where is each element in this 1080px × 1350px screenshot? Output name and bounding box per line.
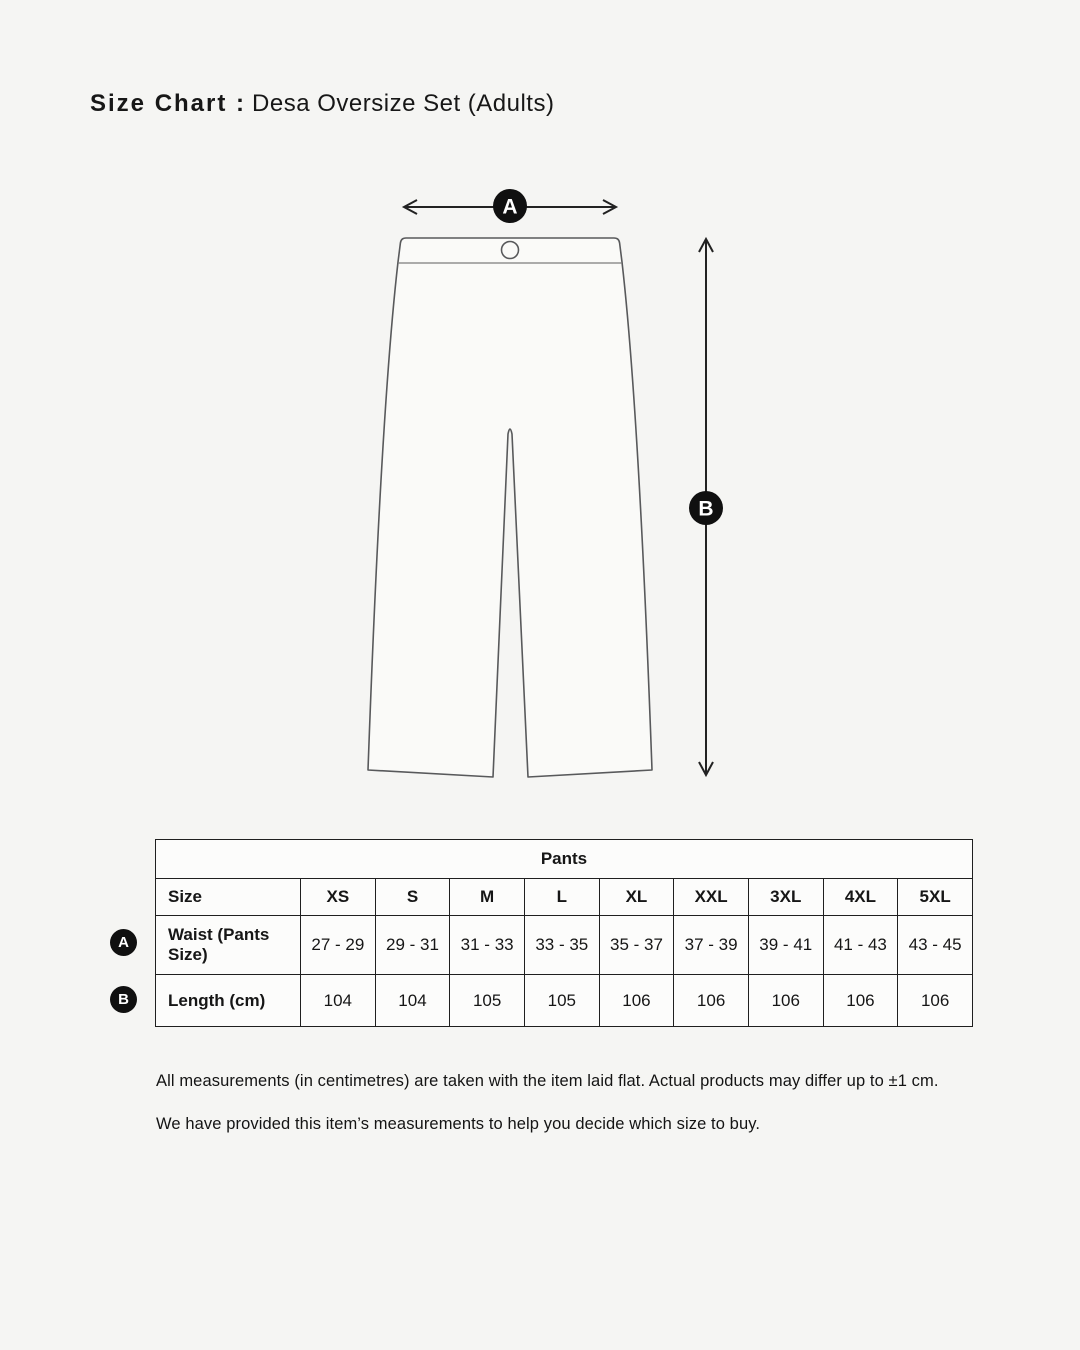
waist-value: 31 - 33 bbox=[450, 916, 525, 975]
group-header-cell: Pants bbox=[156, 840, 973, 879]
size-col-xl: XL bbox=[599, 879, 674, 916]
button-icon bbox=[502, 242, 519, 259]
size-col-xxl: XXL bbox=[674, 879, 749, 916]
waist-row-label: Waist (Pants Size) bbox=[156, 916, 301, 975]
pants-measurement-diagram bbox=[330, 175, 750, 805]
waist-value: 33 - 35 bbox=[524, 916, 599, 975]
measurement-note: All measurements (in centimetres) are taken with the item laid flat. Actual products may differ up to ±1 cm. bbox=[156, 1072, 939, 1090]
length-value: 106 bbox=[748, 975, 823, 1027]
length-value: 106 bbox=[674, 975, 749, 1027]
size-col-s: S bbox=[375, 879, 450, 916]
table-size-header-row bbox=[156, 879, 973, 916]
length-value: 106 bbox=[599, 975, 674, 1027]
length-value: 105 bbox=[524, 975, 599, 1027]
waist-value: 27 - 29 bbox=[301, 916, 376, 975]
width-label-badge bbox=[493, 189, 527, 223]
length-row-label: Length (cm) bbox=[156, 975, 301, 1027]
width-label: A bbox=[502, 195, 518, 219]
length-value: 105 bbox=[450, 975, 525, 1027]
size-header-cell: Size bbox=[156, 879, 301, 916]
length-value: 104 bbox=[301, 975, 376, 1027]
table-group-header-row bbox=[156, 840, 973, 879]
size-col-3xl: 3XL bbox=[748, 879, 823, 916]
page-title-prefix: Size Chart : bbox=[90, 90, 247, 117]
size-col-5xl: 5XL bbox=[898, 879, 973, 916]
length-row-badge: B bbox=[110, 986, 137, 1013]
waist-value: 39 - 41 bbox=[748, 916, 823, 975]
waist-value: 37 - 39 bbox=[674, 916, 749, 975]
length-value: 104 bbox=[375, 975, 450, 1027]
table-row-length bbox=[156, 975, 973, 1027]
size-col-xs: XS bbox=[301, 879, 376, 916]
size-col-m: M bbox=[450, 879, 525, 916]
page-title-product: Desa Oversize Set (Adults) bbox=[252, 90, 555, 117]
length-label: B bbox=[698, 497, 714, 521]
waist-value: 43 - 45 bbox=[898, 916, 973, 975]
page-title bbox=[90, 89, 554, 119]
table-row-waist bbox=[156, 916, 973, 975]
waist-value: 29 - 31 bbox=[375, 916, 450, 975]
length-label-badge bbox=[689, 491, 723, 525]
waist-value: 41 - 43 bbox=[823, 916, 898, 975]
waist-value: 35 - 37 bbox=[599, 916, 674, 975]
length-value: 106 bbox=[898, 975, 973, 1027]
size-col-4xl: 4XL bbox=[823, 879, 898, 916]
waist-row-badge: A bbox=[110, 929, 137, 956]
pants-outline-icon bbox=[368, 238, 652, 777]
sizing-help-note: We have provided this item’s measurements to help you decide which size to buy. bbox=[156, 1115, 761, 1133]
size-col-l: L bbox=[524, 879, 599, 916]
size-table bbox=[155, 839, 973, 1027]
length-value: 106 bbox=[823, 975, 898, 1027]
